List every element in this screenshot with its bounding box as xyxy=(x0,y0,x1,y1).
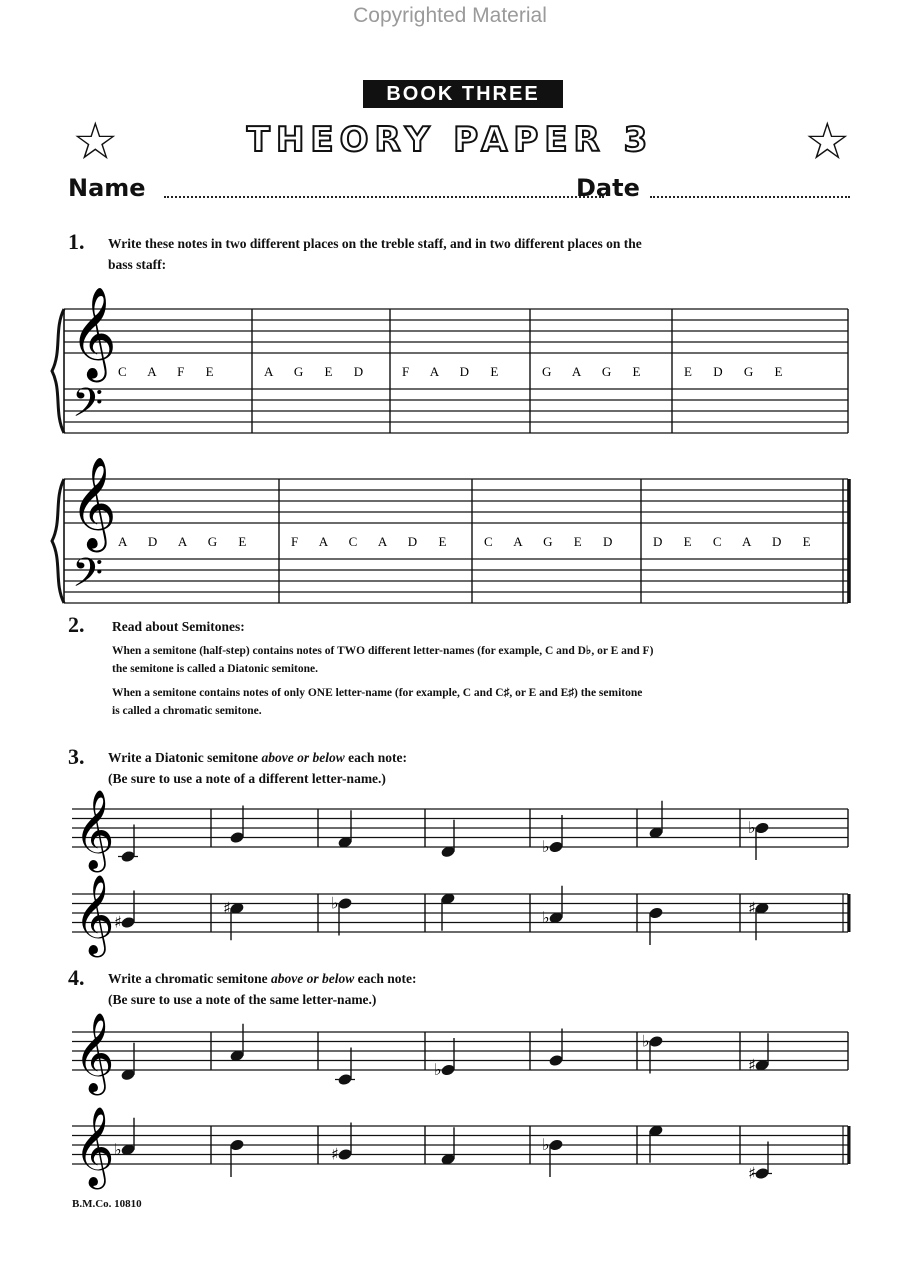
word-1: A G E D xyxy=(264,364,373,379)
q1-instructions: Write these notes in two different places on the treble staff, and in two different places on the bass staff: xyxy=(108,236,642,272)
word-2: F A D E xyxy=(402,364,508,379)
treble-clef-icon: 𝄞 xyxy=(74,1013,115,1093)
bass-clef-icon: 𝄢 xyxy=(72,550,104,607)
word-3: G A G E xyxy=(542,364,650,379)
word-4: E D G E xyxy=(684,364,792,379)
star-left-icon: ☆ xyxy=(72,112,119,172)
publisher-code: B.M.Co. 10810 xyxy=(72,1198,142,1210)
treble-clef-icon: 𝄞 xyxy=(74,875,115,955)
date-label: Date xyxy=(576,174,640,202)
brace xyxy=(52,479,64,603)
accidental-sharp-icon: ♯ xyxy=(748,1055,756,1075)
accidental-flat-icon: ♭ xyxy=(331,893,339,913)
q2-heading: Read about Semitones: xyxy=(112,619,245,634)
treble-clef-icon: 𝄞 xyxy=(74,1107,115,1187)
q3-instructions: Write a Diatonic semitone above or below each note: (Be sure to use a note of a different letter-name.) xyxy=(108,750,407,786)
accidental-flat-icon: ♭ xyxy=(114,1139,122,1159)
word-1: F A C A D E xyxy=(291,534,456,549)
copyright-watermark: Copyrighted Material xyxy=(353,4,547,27)
page-title: THEORY PAPER 3 xyxy=(246,120,654,160)
q4-instructions: Write a chromatic semitone above or below each note: (Be sure to use a note of the same letter-name.) xyxy=(108,971,417,1007)
treble-clef-icon: 𝄞 xyxy=(70,285,117,379)
word-0: A D A G E xyxy=(118,534,256,549)
accidental-flat-icon: ♭ xyxy=(642,1031,650,1051)
book-badge: BOOK THREE xyxy=(363,80,563,108)
accidental-flat-icon: ♭ xyxy=(748,818,756,837)
q4-number: 4. xyxy=(68,965,85,990)
word-3: D E C A D E xyxy=(653,534,820,549)
q3-number: 3. xyxy=(68,744,85,769)
accidental-sharp-icon: ♯ xyxy=(331,1144,339,1164)
q1-number: 1. xyxy=(68,229,85,254)
accidental-sharp-icon: ♯ xyxy=(748,898,756,918)
accidental-sharp-icon: ♯ xyxy=(223,898,231,918)
accidental-flat-icon: ♭ xyxy=(542,837,550,856)
bass-clef-icon: 𝄢 xyxy=(72,380,104,437)
accidental-flat-icon: ♭ xyxy=(434,1060,442,1079)
q2-paragraph-chromatic: When a semitone contains notes of only ONE letter-name (for example, C and C♯, or E and E♯) the semitone is called a chromatic semitone. xyxy=(112,687,643,717)
accidental-flat-icon: ♭ xyxy=(542,1135,550,1154)
word-0: C A F E xyxy=(118,364,223,379)
q2-number: 2. xyxy=(68,612,85,637)
accidental-flat-icon: ♭ xyxy=(542,907,550,927)
treble-clef-icon: 𝄞 xyxy=(74,790,115,870)
brace xyxy=(52,309,64,433)
q2-paragraph-diatonic: When a semitone (half-step) contains notes of TWO different letter-names (for example, C and D♭, or E and F) the semitone is called a Diatonic semitone. xyxy=(112,645,654,675)
name-label: Name xyxy=(68,174,146,202)
word-2: C A G E D xyxy=(484,534,622,549)
star-right-icon: ☆ xyxy=(804,112,851,172)
accidental-sharp-icon: ♯ xyxy=(748,1163,756,1183)
accidental-sharp-icon: ♯ xyxy=(114,912,122,932)
treble-clef-icon: 𝄞 xyxy=(70,455,117,549)
